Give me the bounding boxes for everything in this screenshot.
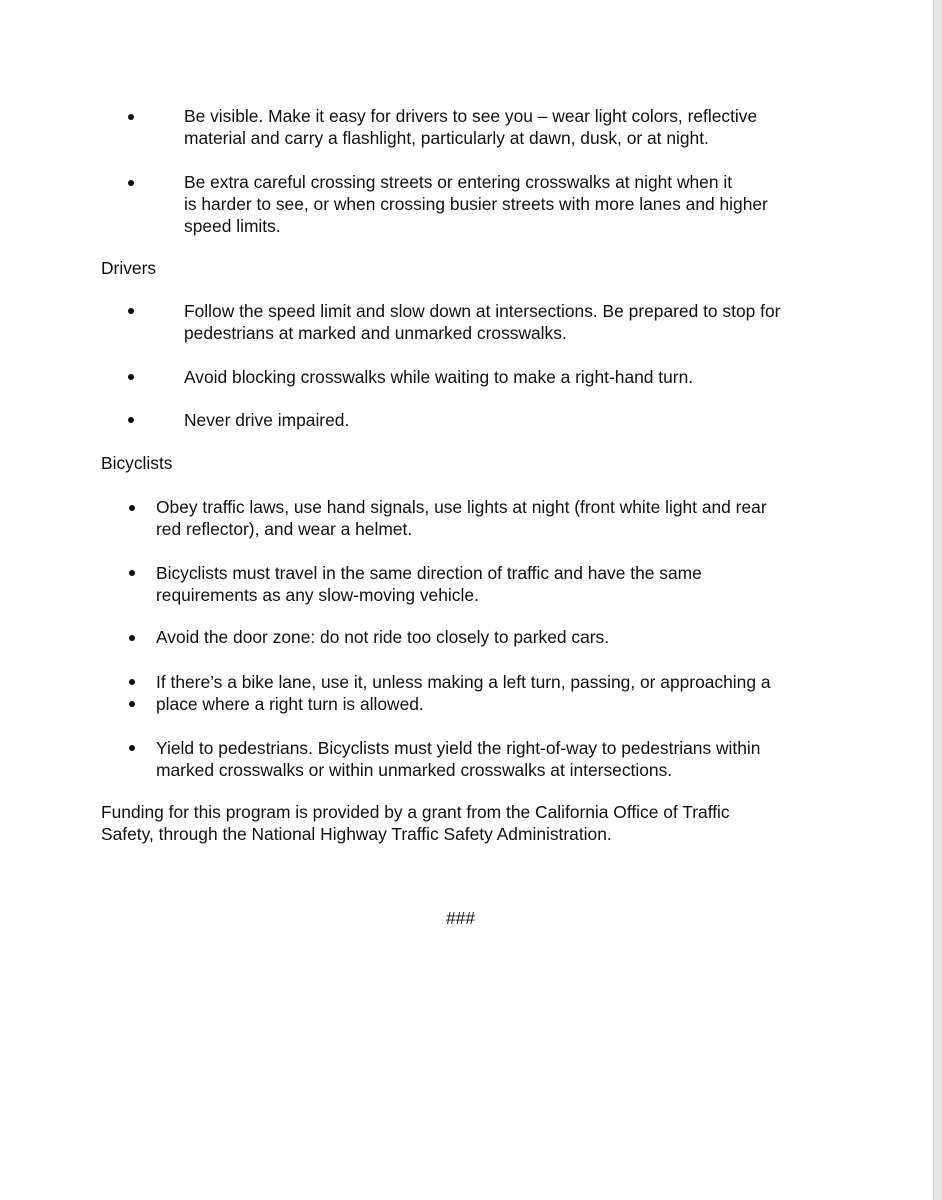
drivers-heading: Drivers — [101, 258, 157, 278]
funding-text-line: Safety, through the National Highway Traffic Safety Administration. — [101, 824, 612, 844]
end-mark: ### — [446, 908, 476, 928]
bicyclists-heading: Bicyclists — [101, 453, 173, 473]
bullet-marker — [128, 114, 134, 120]
tip-text-line: If there’s a bike lane, use it, unless making a left turn, passing, or approaching a — [156, 672, 771, 692]
tip-text-line: Be extra careful crossing streets or entering crosswalks at night when it — [184, 172, 733, 192]
tip-text-line: Yield to pedestrians. Bicyclists must yield the right-of-way to pedestrians within — [156, 738, 761, 758]
tip-text-line: Bicyclists must travel in the same direction of traffic and have the same — [156, 563, 702, 583]
bullet-marker — [129, 635, 135, 641]
tip-text-line: is harder to see, or when crossing busier streets with more lanes and higher — [184, 194, 768, 214]
tip-text-line: Follow the speed limit and slow down at intersections. Be prepared to stop for — [184, 301, 781, 321]
bullet-marker — [128, 308, 134, 314]
bullet-marker — [128, 417, 134, 423]
bullet-marker — [128, 180, 134, 186]
tip-text-line: Never drive impaired. — [184, 410, 350, 430]
bullet-marker — [128, 374, 134, 380]
tip-text-line: speed limits. — [184, 216, 281, 236]
bullet-marker — [129, 505, 135, 511]
tip-text-line: red reflector), and wear a helmet. — [156, 519, 413, 539]
tip-text-line: requirements as any slow-moving vehicle. — [156, 585, 479, 605]
tip-text-line: Avoid blocking crosswalks while waiting to make a right-hand turn. — [184, 367, 694, 387]
tip-text-line: material and carry a flashlight, particularly at dawn, dusk, or at night. — [184, 128, 709, 148]
bullet-marker — [129, 701, 135, 707]
tip-text-line: marked crosswalks or within unmarked crosswalks at intersections. — [156, 760, 673, 780]
tip-text-line: Be visible. Make it easy for drivers to see you – wear light colors, reflective — [184, 106, 758, 126]
tip-text-line: pedestrians at marked and unmarked crosswalks. — [184, 323, 567, 343]
tip-text-line: place where a right turn is allowed. — [156, 694, 424, 714]
bullet-marker — [129, 679, 135, 685]
bullet-marker — [129, 570, 135, 576]
page-edge — [933, 0, 942, 1200]
bullet-marker — [129, 745, 135, 751]
tip-text-line: Avoid the door zone: do not ride too closely to parked cars. — [156, 627, 610, 647]
funding-text-line: Funding for this program is provided by a grant from the California Office of Traffic — [101, 802, 730, 822]
tip-text-line: Obey traffic laws, use hand signals, use lights at night (front white light and rear — [156, 497, 767, 517]
